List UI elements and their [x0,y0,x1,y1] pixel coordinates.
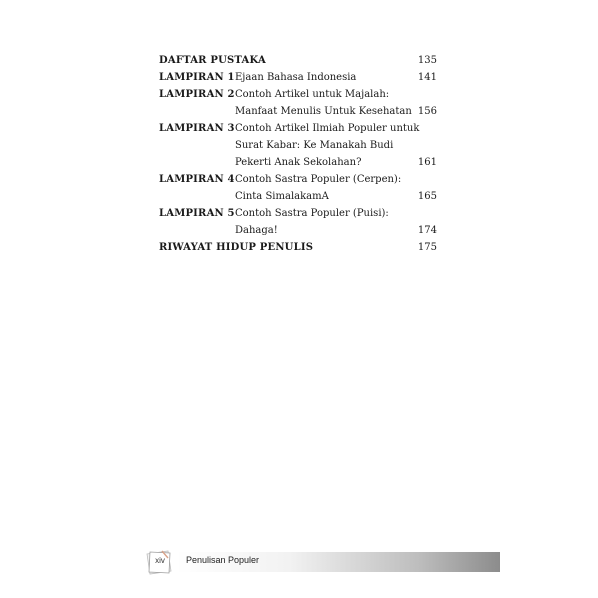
toc-label: DAFTAR PUSTAKA [159,55,266,66]
toc-text: Pekerti Anak Sekolahan? [235,157,362,168]
toc-row [159,154,439,171]
toc-page-number: 165 [417,191,437,202]
toc-label: LAMPIRAN 2 [159,89,235,100]
toc-label: LAMPIRAN 3 [159,123,235,134]
toc-page-number: 175 [417,242,437,253]
footer-book-title: Penulisan Populer [186,555,260,565]
toc-row [159,69,439,86]
toc-row [159,86,439,103]
toc-row [159,188,439,205]
page-footer [140,549,500,575]
toc-row [159,103,439,120]
toc-label: LAMPIRAN 4 [159,174,235,185]
toc-row [159,171,439,188]
table-of-contents [159,52,439,256]
toc-text: Contoh Sastra Populer (Cerpen): [235,174,402,185]
toc-text: Cinta SimalakamA [235,191,329,202]
toc-page-number: 156 [417,106,437,117]
toc-text: Dahaga! [235,225,278,236]
toc-text: Contoh Sastra Populer (Puisi): [235,208,389,219]
toc-label: LAMPIRAN 1 [159,72,235,83]
toc-label: RIWAYAT HIDUP PENULIS [159,242,314,253]
toc-text: Ejaan Bahasa Indonesia [235,72,357,83]
toc-row [159,120,439,137]
toc-row [159,205,439,222]
toc-page-number: 135 [417,55,437,66]
toc-page-number: 141 [417,72,437,83]
toc-text: Surat Kabar: Ke Manakah Budi [235,140,394,151]
toc-row [159,239,439,256]
toc-label: LAMPIRAN 5 [159,208,235,219]
toc-text: Contoh Artikel Ilmiah Populer untuk [235,123,420,134]
toc-page-number: 161 [417,157,437,168]
toc-row [159,222,439,239]
toc-text: Contoh Artikel untuk Majalah: [235,89,390,100]
footer-page-number: xiv [155,556,165,565]
toc-row [159,137,439,154]
toc-text: Manfaat Menulis Untuk Kesehatan [235,106,412,117]
toc-row [159,52,439,69]
toc-page-number: 174 [417,225,437,236]
